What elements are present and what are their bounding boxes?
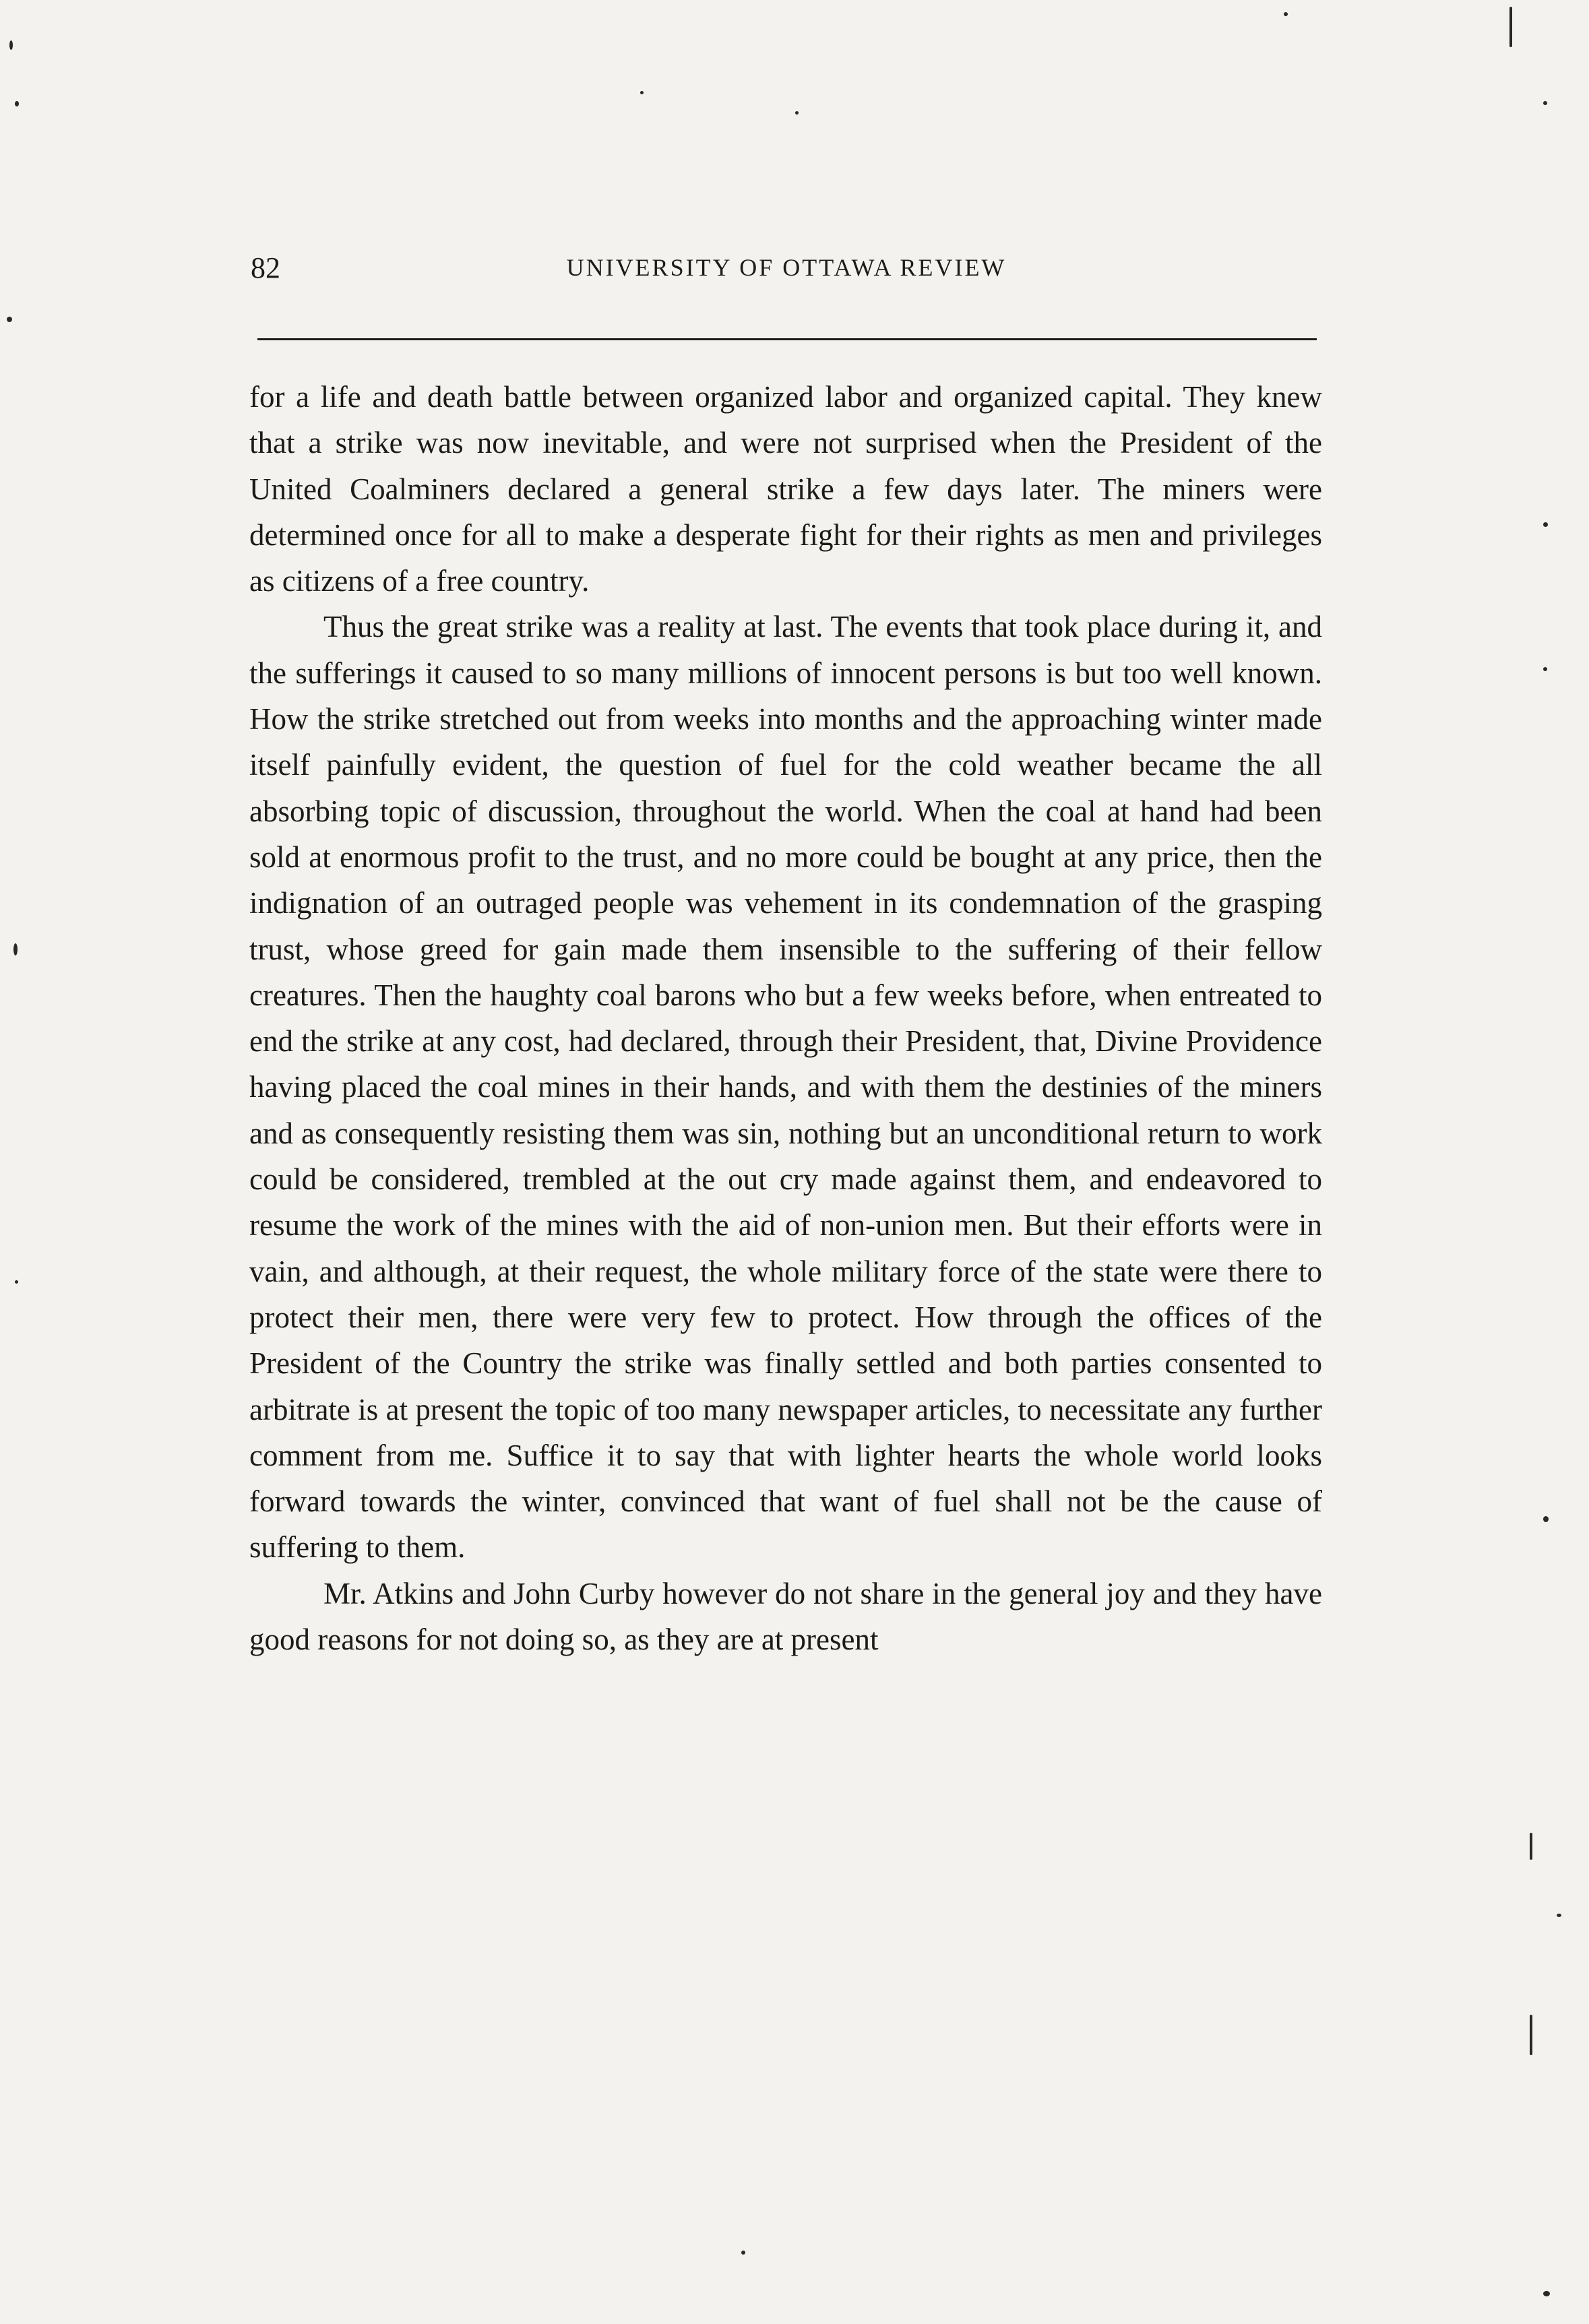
scan-speck — [795, 111, 799, 115]
body-text — [249, 374, 1322, 1662]
scan-speck — [741, 2251, 745, 2255]
scan-speck — [1530, 1833, 1532, 1860]
scan-speck — [1543, 101, 1547, 105]
scan-speck — [1543, 2291, 1550, 2296]
scan-speck — [640, 91, 644, 94]
scan-speck — [1557, 1914, 1561, 1917]
scan-speck — [9, 40, 13, 50]
scan-speck — [13, 943, 18, 955]
scan-speck — [1530, 2015, 1532, 2055]
scan-speck — [15, 101, 19, 106]
scan-speck — [7, 317, 12, 322]
scan-speck — [1543, 1516, 1549, 1522]
page-header — [251, 251, 1322, 291]
scan-speck — [1543, 667, 1547, 671]
scan-speck — [1509, 7, 1512, 47]
header-rule — [257, 338, 1317, 340]
scan-speck — [15, 1280, 18, 1284]
page-number: 82 — [251, 251, 280, 284]
paragraph-3: Mr. Atkins and John Curby however do not share in the general joy and they have good reasons for not doing so, as they are at present — [249, 1576, 1322, 1657]
scan-speck — [1543, 522, 1548, 527]
scan-speck — [1284, 12, 1288, 16]
paragraph-2: Thus the great strike was a reality at last. The events that took place during it, and the sufferings it caused to so many millions of innocent persons is but too well known. How the strike stretched out from weeks into months and the approaching winter made itself painfully evident, the question of fuel for the cold weather became the all absorbing topic of discussion, throughout the world. When the coal at hand had been sold at enormous profit to the trust, and no more could be bought at any price, then the indignation of an outraged people was vehement in its condemnation of the grasping trust, whose greed for gain made them insensible to the suffering of their fellow creatures. Then the haughty coal barons who but a few weeks before, when entreated to end the strike at any cost, had declared, through their President, that, Divine Providence having placed the coal mines in their hands, and with them the destinies of the miners and as consequently resisting them was sin, nothing but an unconditional return to work could be considered, trembled at the out cry made against them, and endeavored to resume the work of the mines with the aid of non-union men. But their efforts were in vain, and although, at their request, the whole military force of the state were there to protect their men, there were very few to protect. How through the offices of the President of the Country the strike was finally settled and both parties consented to arbitrate is at present the topic of too many newspaper articles, to necessitate any further comment from me. Suffice it to say that with lighter hearts the whole world looks forward towards the winter, convinced that want of fuel shall not be the cause of suffering to them. — [249, 610, 1322, 1565]
paragraph-1: for a life and death battle between organized labor and organized capital. They knew that a strike was now inevitable, and were not surprised when the President of the United Coalminers declared a general strike a few days later. The miners were determined once for all to make a desperate fight for their rights as men and privileges as citizens of a free country. — [249, 380, 1322, 598]
running-title: UNIVERSITY OF OTTAWA REVIEW — [566, 254, 1007, 281]
